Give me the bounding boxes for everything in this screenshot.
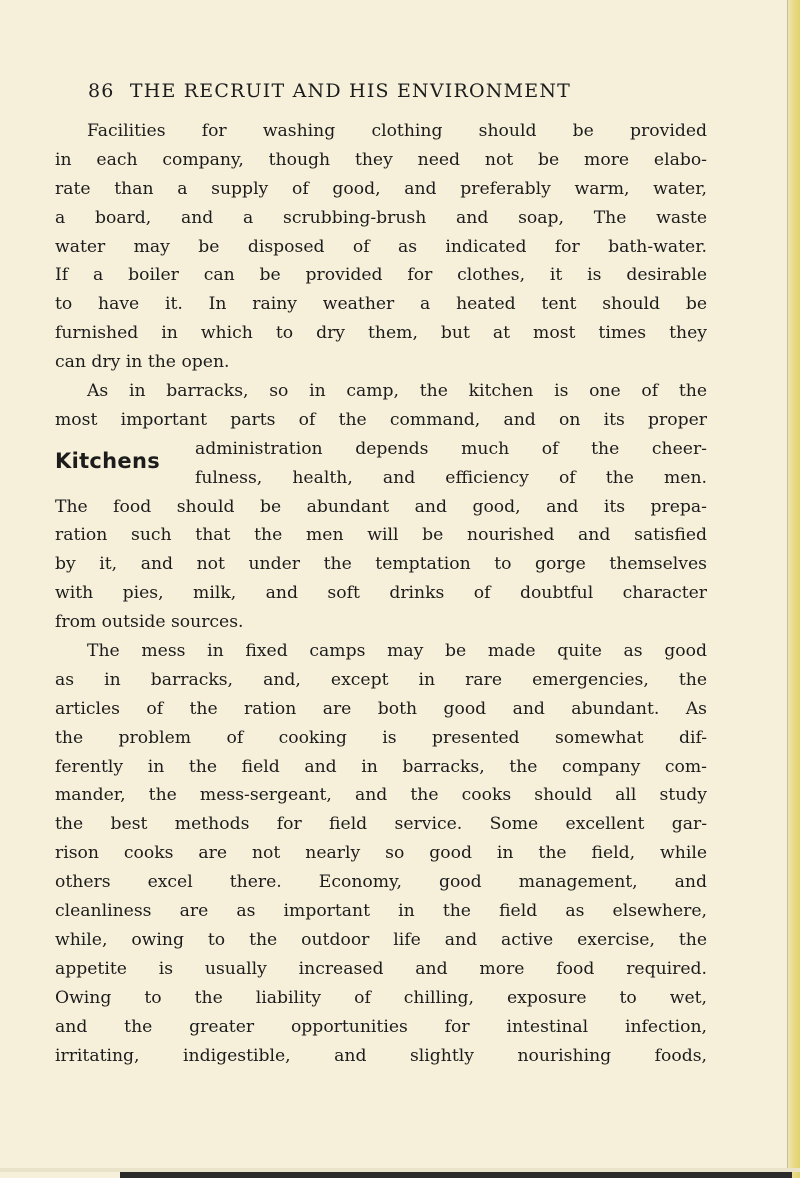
page-number: 86 bbox=[88, 80, 115, 102]
text-line: ferently in the field and in barracks, the company com- bbox=[55, 756, 707, 777]
text-line: to have it. In rainy weather a heated tent should be bbox=[55, 294, 707, 315]
text-line: The food should be abundant and good, and its prepa- bbox=[55, 496, 707, 517]
text-line: appetite is usually increased and more food required. bbox=[55, 958, 707, 979]
sidehead-kitchens: Kitchens bbox=[55, 448, 161, 473]
text-line: As in barracks, so in camp, the kitchen is one of the bbox=[87, 381, 707, 402]
text-line: the problem of cooking is presented somewhat dif- bbox=[55, 727, 707, 748]
text-line: furnished in which to dry them, but at most times they bbox=[55, 323, 707, 344]
text-line: by it, and not under the temptation to gorge themselves bbox=[55, 554, 707, 575]
text-line: can dry in the open. bbox=[55, 352, 230, 373]
text-line: Facilities for washing clothing should be provided bbox=[87, 121, 707, 141]
text-line: from outside sources. bbox=[55, 612, 244, 633]
text-line: cleanliness are as important in the field as elsewhere, bbox=[55, 901, 707, 922]
text-line: rison cooks are not nearly so good in the field, while bbox=[55, 843, 707, 864]
text-line: most important parts of the command, and on its proper bbox=[55, 409, 707, 430]
text-line: rate than a supply of good, and preferably warm, water, bbox=[55, 178, 707, 199]
text-line: others excel there. Economy, good management, and bbox=[55, 872, 707, 893]
paragraph-kitchens bbox=[55, 377, 707, 637]
text-line: and the greater opportunities for intestinal infection, bbox=[55, 1016, 707, 1037]
text-line: water may be disposed of as indicated for bath-water. bbox=[55, 236, 707, 257]
bottom-dark-band bbox=[120, 1172, 792, 1178]
running-header bbox=[88, 80, 708, 102]
text-line: the best methods for field service. Some excellent gar- bbox=[55, 814, 707, 835]
text-line: as in barracks, and, except in rare emergencies, the bbox=[55, 669, 707, 690]
text-line: If a boiler can be provided for clothes, it is desirable bbox=[55, 265, 707, 286]
running-title: THE RECRUIT AND HIS ENVIRONMENT bbox=[129, 80, 572, 102]
text-line: while, owing to the outdoor life and active exercise, the bbox=[55, 929, 707, 950]
side-text-row bbox=[55, 435, 707, 464]
page-body bbox=[55, 117, 707, 1070]
text-line: irritating, indigestible, and slightly nourishing foods, bbox=[55, 1045, 707, 1066]
text-line: articles of the ration are both good and abundant. As bbox=[55, 698, 707, 719]
text-line: administration depends much of the cheer- bbox=[195, 438, 707, 459]
page-gutter bbox=[788, 0, 800, 1178]
text-line: The mess in fixed camps may be made quite as good bbox=[87, 641, 707, 662]
text-line: mander, the mess-sergeant, and the cooks should all study bbox=[55, 785, 707, 806]
paragraph-mess bbox=[55, 637, 707, 1070]
text-line: in each company, though they need not be more elabo- bbox=[55, 149, 707, 170]
sidehead-block bbox=[55, 435, 707, 493]
text-line: Owing to the liability of chilling, exposure to wet, bbox=[55, 987, 707, 1008]
text-line: a board, and a scrubbing-brush and soap, The waste bbox=[55, 207, 707, 228]
side-text-row bbox=[55, 464, 707, 493]
text-line: fulness, health, and efficiency of the men. bbox=[195, 467, 707, 488]
text-line: ration such that the men will be nourished and satisfied bbox=[55, 525, 707, 546]
paragraph-laundry bbox=[55, 117, 707, 377]
text-line: with pies, milk, and soft drinks of doubtful character bbox=[55, 583, 707, 604]
gutter-edge-line bbox=[787, 0, 788, 1178]
